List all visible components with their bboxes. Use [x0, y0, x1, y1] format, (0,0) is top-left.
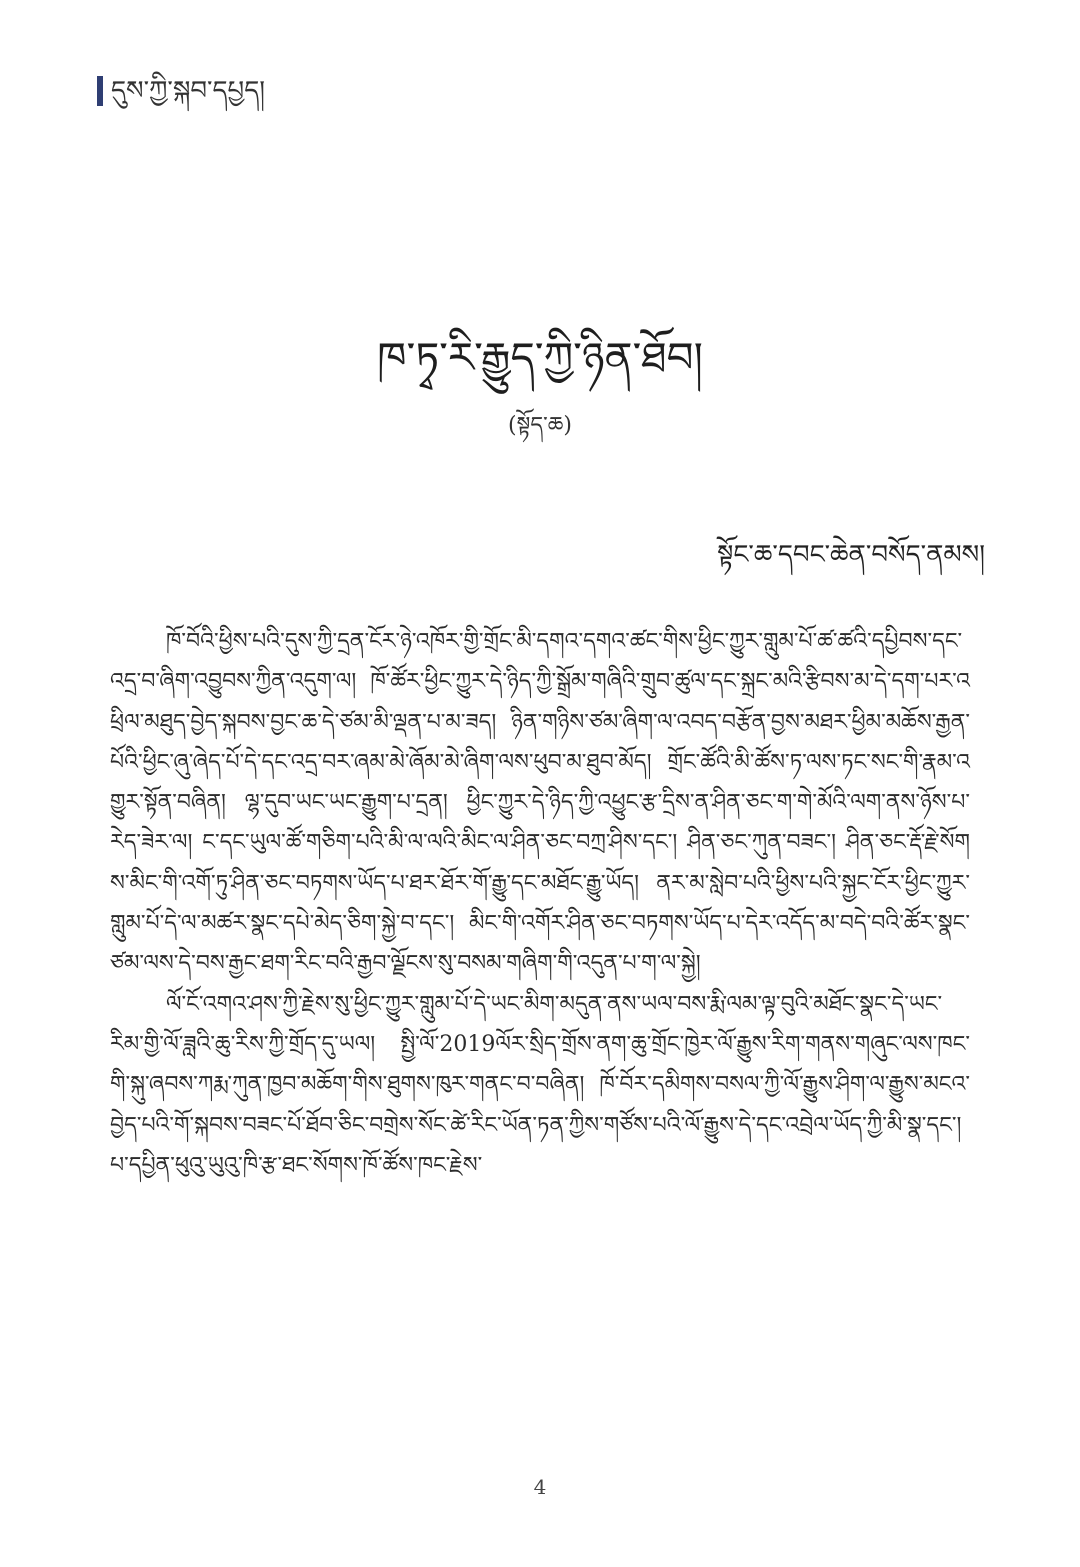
- section-header: [97, 76, 265, 106]
- article-author: སྟོང་ཆ་དབང་ཆེན་བསོད་ནམས།: [717, 540, 985, 570]
- body-paragraph: ལོ་ངོ་འགའ་ཤས་ཀྱི་རྗེས་སུ་ཕྱིང་ཀྱུར་གླུམ་པོ་དེ་ཡང་མིག་མདུན་ནས་ཡལ་བས་རྨི་ལམ་ལྟ་བུའི་མཐོང་སྣང་དེ་ཡང་རིམ་གྱི་ལོ་ཟླའི་ཆུ་རིས་ཀྱི་གྲོད་དུ་ཡལ། སྤྱི་ལོ་2019ལོར་སྲིད་གྲོས་ནག་ཆུ་གྲོང་ཁྱེར་ལོ་རྒྱུས་རིག་གནས་གཞུང་ལས་ཁང་གི་སྐུ་ཞབས་ཀརྨ་ཀུན་ཁྱབ་མཆོག་གིས་ཐུགས་ཁུར་གནང་བ་བཞིན། ཁོ་བོར་དམིགས་བསལ་ཀྱི་ལོ་རྒྱུས་ཤིག་ལ་རྒྱུས་མངའ་བྱེད་པའི་གོ་སྐབས་བཟང་པོ་ཐོབ་ཅིང་བགྲེས་སོང་ཚེ་རིང་ཡོན་ཏན་ཀྱིས་གཙོས་པའི་ལོ་རྒྱུས་དེ་དང་འབྲེལ་ཡོད་ཀྱི་མི་སྣ་དང་། པ་དཔྱིན་ཕུའུ་ཡུའུ་ཁི་རྩ་ཐང་སོགས་ཁོ་ཚོས་ཁང་རྗེས་: [110, 991, 970, 1178]
- section-label: དུས་ཀྱི་སྐབ་དཔྱད།: [111, 76, 266, 106]
- article-subtitle: (སྟོད་ཆ): [508, 413, 572, 438]
- page-number: 4: [533, 1475, 547, 1499]
- section-marker-bar: [97, 76, 103, 106]
- article-body: [110, 622, 970, 1186]
- body-paragraph: ཁོ་བོའི་ཕྱིས་པའི་དུས་ཀྱི་དྲན་ངོར་ཉེ་འཁོར་གྱི་གྲོང་མི་དགའ་དགའ་ཚང་གིས་ཕྱིང་ཀྱུར་གླུམ་པོ་ཚ་ཚའི་དཔྱིབས་དང་འདྲ་བ་ཞིག་འབྱུབས་ཀྱིན་འདུག་ལ། ཁོ་ཚོར་ཕྱིང་ཀྱུར་དེ་ཉིད་ཀྱི་སྒྲོམ་གཞིའི་གྲུབ་ཚུལ་དང་སྐྲང་མའི་རྩིབས་མ་དེ་དག་པར་འཕྲིལ་མཐུད་བྱེད་སྐབས་བྱང་ཆ་དེ་ཙམ་མི་ལྡན་པ་མ་ཟད། ཉིན་གཉིས་ཙམ་ཞིག་ལ་འབད་བརྩོན་བྱས་མཐར་ཕྱིམ་མཆོས་རྒྱན་པོའི་ཕྱིང་ཞུ་ཞེད་པོ་དེ་དང་འདྲ་བར་ཞམ་མེ་ཞོམ་མེ་ཞིག་ལས་ཕུབ་མ་ཐུབ་མོད། གྲོང་ཚོའི་མི་ཚོས་ཏ་ལས་ཏང་སང་གི་རྣམ་འགྱུར་སྟོན་བཞིན། ལྷ་དུབ་ཡང་ཡང་རྒྱུག་པ་དྲན། ཕྱིང་ཀྱུར་དེ་ཉིད་ཀྱི་འཕྱུང་རྩ་དྲིས་ན་ཤིན་ཅང་ག་གེ་མོའི་ལག་ནས་ཉོས་པ་རེད་ཟེར་ལ། ང་དང་ཡུལ་ཚོ་གཅིག་པའི་མི་ལ་ལའི་མིང་ལ་ཤིན་ཅང་བཀྲ་ཤིས་དང་། ཤིན་ཅང་ཀུན་བཟང་། ཤིན་ཅང་རྡོ་རྗེ་སོགས་མིང་གི་འགོ་ཏུ་ཤིན་ཅང་བཏགས་ཡོད་པ་ཐར་ཐོར་གོ་རྒྱུ་དང་མཐོང་རྒྱུ་ཡོད། ནར་མ་སླེབ་པའི་ཕྱིས་པའི་སྐྱང་ངོར་ཕྱིང་ཀྱུར་གླུམ་པོ་དེ་ལ་མཚར་སྣང་དཔེ་མེད་ཅིག་སྐྱེ་བ་དང་། མིང་གི་འགོར་ཤིན་ཅང་བཏགས་ཡོད་པ་དེར་འདོད་མ་བདེ་བའི་ཚོར་སྣང་ཙམ་ལས་དེ་བས་རྒྱང་ཐག་རིང་བའི་རྒྱབ་ལྗོངས་སུ་བསམ་གཞིག་གི་འདུན་པ་ག་ལ་སྐྱེ།: [110, 629, 970, 977]
- article-title: ཁ་ཏྭ་རི་རྒྱུད་ཀྱི་ཉིན་ཐོབ།: [377, 333, 703, 382]
